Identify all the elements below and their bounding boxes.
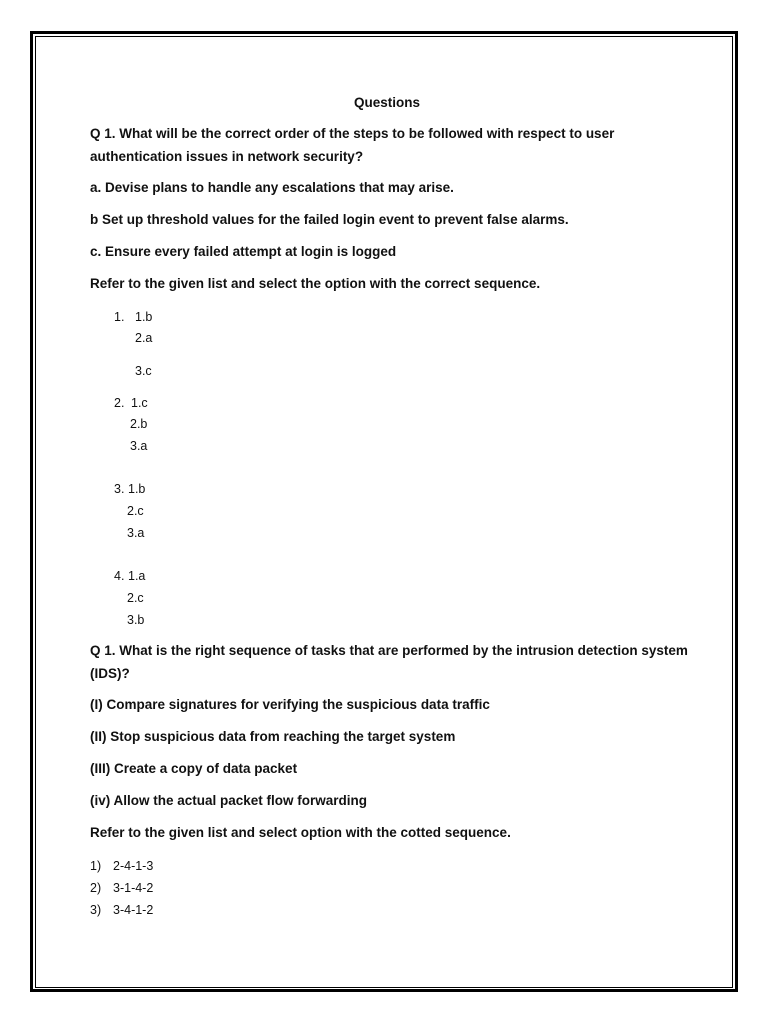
q2-instruction: Refer to the given list and select option with the cotted sequence. — [90, 825, 511, 840]
q2-option-1-number: 1) — [90, 859, 102, 873]
q1-option-2-number: 2. — [114, 396, 125, 410]
q2-statement-i: (I) Compare signatures for verifying the suspicious data traffic — [90, 697, 490, 712]
q1-option-3-number: 3. — [114, 482, 125, 496]
q2-statement-ii: (II) Stop suspicious data from reaching the target system — [90, 729, 456, 744]
q1-option-3-step-1: 1.b — [128, 482, 146, 496]
q1-option-1-step-2: 2.a — [135, 331, 153, 345]
q2-question-line2: (IDS)? — [90, 666, 130, 681]
q1-instruction: Refer to the given list and select the option with the correct sequence. — [90, 276, 541, 291]
q1-statement-a: a. Devise plans to handle any escalations that may arise. — [90, 180, 454, 195]
q1-option-4-step-3: 3.b — [127, 613, 145, 627]
q2-option-2-answer: 3-1-4-2 — [113, 881, 154, 895]
q1-option-4-number: 4. — [114, 569, 125, 583]
q1-option-2-step-1: 1.c — [131, 396, 148, 410]
q2-option-1-answer: 2-4-1-3 — [113, 859, 154, 873]
q2-option-3-number: 3) — [90, 903, 102, 917]
q1-option-4-step-1: 1.a — [128, 569, 146, 583]
q2-option-3-answer: 3-4-1-2 — [113, 903, 154, 917]
q1-question-line2: authentication issues in network security? — [90, 149, 364, 164]
q1-option-2-step-2: 2.b — [130, 417, 148, 431]
q1-option-4-step-2: 2.c — [127, 591, 144, 605]
q2-statement-iv: (iv) Allow the actual packet flow forwarding — [90, 793, 368, 808]
q1-option-1-step-1: 1.b — [135, 310, 153, 324]
q2-option-2-number: 2) — [90, 881, 102, 895]
q2-question-line1: Q 1. What is the right sequence of tasks that are performed by the intrusion detection system — [90, 643, 688, 658]
q1-option-2-step-3: 3.a — [130, 439, 148, 453]
page-title: Questions — [354, 95, 421, 110]
q1-option-1-step-3: 3.c — [135, 364, 152, 378]
q2-statement-iii: (III) Create a copy of data packet — [90, 761, 298, 776]
q1-question-line1: Q 1. What will be the correct order of the steps to be followed with respect to user — [90, 126, 615, 141]
q1-option-3-step-3: 3.a — [127, 526, 145, 540]
q1-statement-c: c. Ensure every failed attempt at login is logged — [90, 244, 397, 259]
q1-option-3-step-2: 2.c — [127, 504, 144, 518]
q1-option-1-number: 1. — [114, 310, 125, 324]
q1-statement-b: b Set up threshold values for the failed login event to prevent false alarms. — [90, 212, 569, 227]
